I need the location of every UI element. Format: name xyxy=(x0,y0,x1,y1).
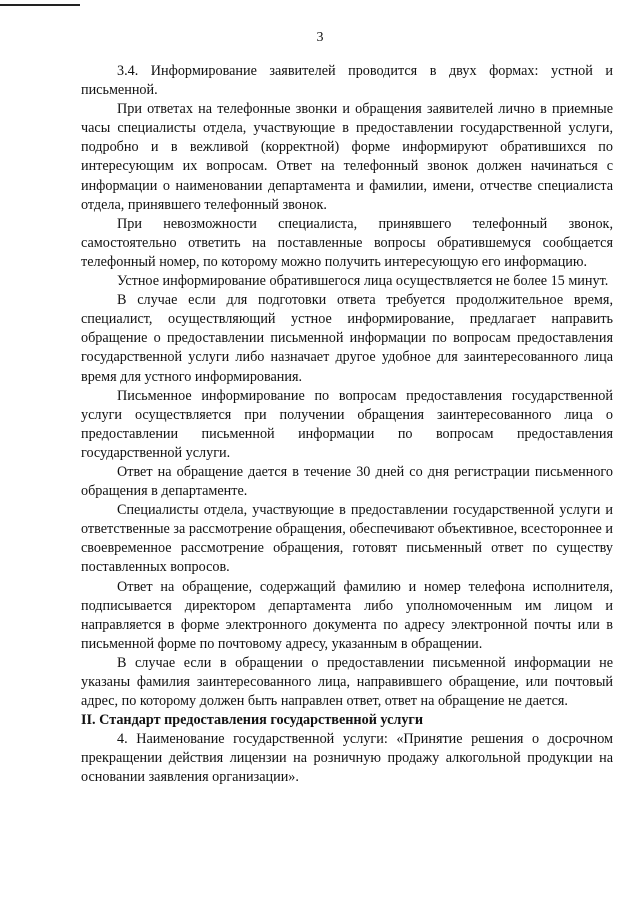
paragraph-3-4: 3.4. Информирование заявителей проводится в двух формах: устной и письменной. xyxy=(81,63,613,99)
paragraph-written-informing: Письменное информирование по вопросам предоставления государственной услуги осуществляется при получении обращения заинтересованного лица о предоставлении письменной информации по вопросам предоставления государственной услуги. xyxy=(81,387,613,461)
section-heading: II. Стандарт предоставления государственной услуги xyxy=(81,712,424,729)
document-body xyxy=(81,62,613,788)
top-rule xyxy=(0,4,80,6)
paragraph-response-signing: Ответ на обращение, содержащий фамилию и номер телефона исполнителя, подписывается директором департамента либо уполномоченным им лицом и направляется в форме электронного документа по адресу электронной почты или в письменной форме по почтовому адресу, указанным в обращении. xyxy=(81,578,613,652)
paragraph-service-name: 4. Наименование государственной услуги: «Принятие решения о досрочном прекращении действия лицензии на розничную продажу алкогольной продукции на основании заявления организации». xyxy=(81,731,613,786)
paragraph-phone-calls: При ответах на телефонные звонки и обращения заявителей лично в приемные часы специалисты отдела, участвующие в предоставлении государственной услуги, подробно и в вежливой (корректной) форме информируют обратившихся по интересующим их вопросам. Ответ на телефонный звонок должен начинаться с информации о наименовании департамента и фамилии, имени, отчестве специалиста отдела, принявшего телефонный звонок. xyxy=(81,101,613,213)
paragraph-no-response: В случае если в обращении о предоставлении письменной информации не указаны фамилия заинтересованного лица, направившего обращение, или почтовый адрес, по которому должен быть направлен ответ, ответ на обращение не дается. xyxy=(81,654,613,710)
paragraph-response-term: Ответ на обращение дается в течение 30 дней со дня регистрации письменного обращения в департаменте. xyxy=(81,463,613,500)
paragraph-specialists: Специалисты отдела, участвующие в предоставлении государственной услуги и ответственные за рассмотрение обращения, обеспечивают объективное, всестороннее и своевременное рассмотрение обращения, готовят письменный ответ по существу поставленных вопросов. xyxy=(81,502,613,576)
paragraph-oral-duration: Устное информирование обратившегося лица осуществляется не более 15 минут. xyxy=(117,273,609,290)
paragraph-impossibility: При невозможности специалиста, принявшего телефонный звонок, самостоятельно ответить на поставленные вопросы обратившемуся сообщается телефонный номер, по которому можно получить интересующую его информацию. xyxy=(81,215,613,270)
paragraph-long-preparation: В случае если для подготовки ответа требуется продолжительное время, специалист, осуществляющий устное информирование, предлагает направить обращение о предоставлении письменной информации по вопросам предоставления государственной услуги либо назначает другое удобное для заинтересованного лица время для устного информирования. xyxy=(81,292,613,385)
page-number: 3 xyxy=(316,30,324,45)
